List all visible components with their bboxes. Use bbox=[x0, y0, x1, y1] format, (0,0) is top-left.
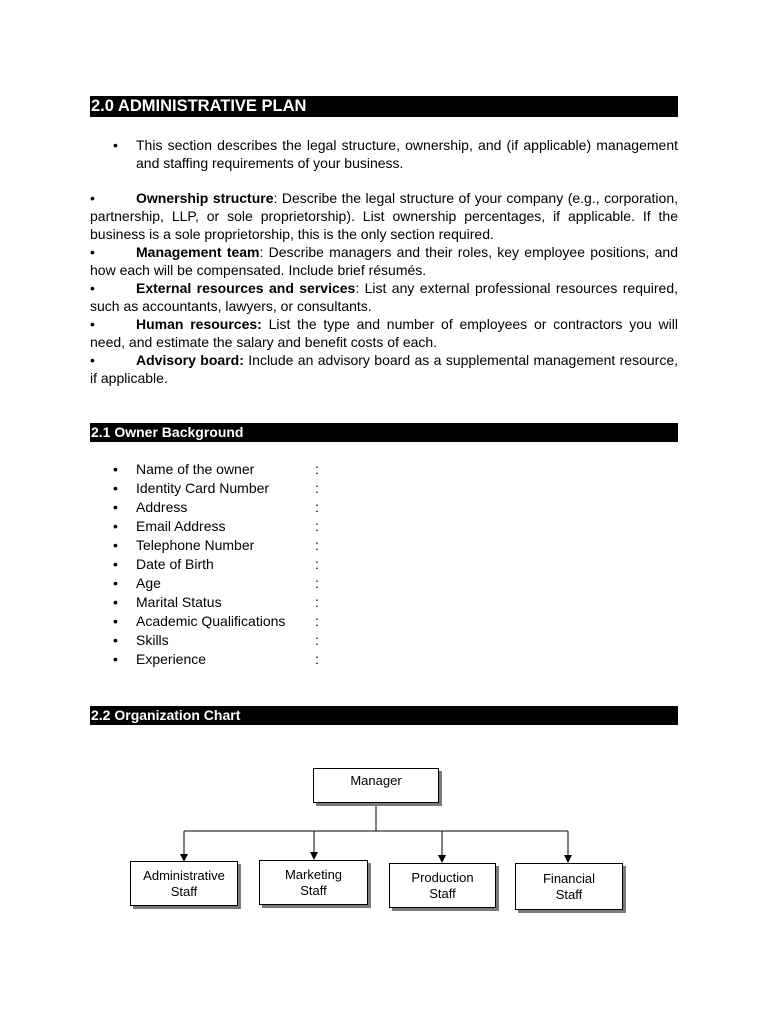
definition-text: Describe managers and their roles, key employee positions, and how each will be compensated. Include brief résumés. bbox=[90, 244, 679, 278]
field-label: Marital Status bbox=[136, 594, 222, 610]
definition-advisory-board bbox=[90, 351, 678, 387]
field-label: Address bbox=[136, 499, 188, 515]
definition-text: Describe the legal structure of your company (e.g., corporation, partnership, LLP, or sole proprietorship). List ownership percentages, if applicable. If the business is a sole proprietorship, this is the only section required. bbox=[90, 190, 679, 242]
bullet: • bbox=[113, 461, 118, 477]
definition-management-team bbox=[90, 243, 678, 279]
org-node-production-staff: Production Staff bbox=[389, 863, 496, 908]
field-colon: : bbox=[315, 537, 319, 553]
field-label: Academic Qualifications bbox=[136, 613, 286, 629]
bullet: • bbox=[113, 575, 118, 591]
field-colon: : bbox=[315, 499, 319, 515]
field-colon: : bbox=[315, 594, 319, 610]
section-heading-administrative-plan: 2.0 ADMINISTRATIVE PLAN bbox=[90, 96, 678, 117]
bullet: • bbox=[113, 556, 118, 572]
bullet: • bbox=[113, 613, 118, 629]
bullet: • bbox=[90, 352, 95, 368]
field-label: Experience bbox=[136, 651, 207, 667]
definition-text: List any external professional resources required, such as accountants, lawyers, or consultants. bbox=[90, 280, 679, 314]
field-colon: : bbox=[315, 632, 319, 648]
bullet: • bbox=[113, 518, 118, 534]
definition-term: External resources and services bbox=[136, 280, 356, 296]
bullet: • bbox=[113, 537, 118, 553]
bullet: • bbox=[90, 190, 95, 206]
intro-text: This section describes the legal structure, ownership, and (if applicable) management and staffing requirements of your business. bbox=[136, 137, 678, 171]
field-colon: : bbox=[315, 575, 319, 591]
bullet: • bbox=[113, 632, 118, 648]
bullet: • bbox=[113, 137, 118, 153]
org-node-marketing-staff: Marketing Staff bbox=[259, 860, 368, 905]
field-label: Email Address bbox=[136, 518, 226, 534]
definition-separator: : bbox=[259, 244, 269, 260]
field-colon: : bbox=[315, 651, 319, 667]
bullet: • bbox=[90, 280, 95, 296]
definition-text: List the type and number of employees or contractors you will need, and estimate the salary and benefit costs of each. bbox=[90, 316, 678, 350]
field-label: Identity Card Number bbox=[136, 480, 270, 496]
bullet: • bbox=[113, 480, 118, 496]
definition-term: Management team bbox=[136, 244, 260, 260]
field-colon: : bbox=[315, 461, 319, 477]
field-label: Age bbox=[136, 575, 161, 591]
field-label: Name of the owner bbox=[136, 461, 255, 477]
bullet: • bbox=[90, 316, 95, 332]
section-heading-organization-chart: 2.2 Organization Chart bbox=[90, 706, 678, 725]
definition-ownership-structure bbox=[90, 189, 678, 243]
definition-list bbox=[90, 189, 678, 387]
intro-paragraph bbox=[113, 136, 678, 172]
field-label: Telephone Number bbox=[136, 537, 255, 553]
org-node-manager: Manager bbox=[313, 768, 439, 803]
org-node-administrative-staff: Administrative Staff bbox=[130, 861, 238, 906]
field-colon: : bbox=[315, 613, 319, 629]
bullet: • bbox=[113, 499, 118, 515]
field-label: Date of Birth bbox=[136, 556, 214, 572]
definition-separator: : bbox=[355, 280, 365, 296]
definition-external-resources bbox=[90, 279, 678, 315]
definition-separator bbox=[262, 316, 269, 332]
definition-term: Ownership structure bbox=[136, 190, 274, 206]
definition-term: Human resources: bbox=[136, 316, 262, 332]
bullet: • bbox=[113, 651, 118, 667]
definition-term: Advisory board: bbox=[136, 352, 244, 368]
field-label: Skills bbox=[136, 632, 169, 648]
org-node-financial-staff: Financial Staff bbox=[515, 863, 623, 910]
bullet: • bbox=[113, 594, 118, 610]
definition-separator: : bbox=[273, 190, 282, 206]
definition-human-resources bbox=[90, 315, 678, 351]
field-colon: : bbox=[315, 556, 319, 572]
field-colon: : bbox=[315, 480, 319, 496]
bullet: • bbox=[90, 244, 95, 260]
definition-text: Include an advisory board as a supplemental management resource, if applicable. bbox=[90, 352, 678, 386]
section-heading-owner-background: 2.1 Owner Background bbox=[90, 423, 678, 442]
field-colon: : bbox=[315, 518, 319, 534]
